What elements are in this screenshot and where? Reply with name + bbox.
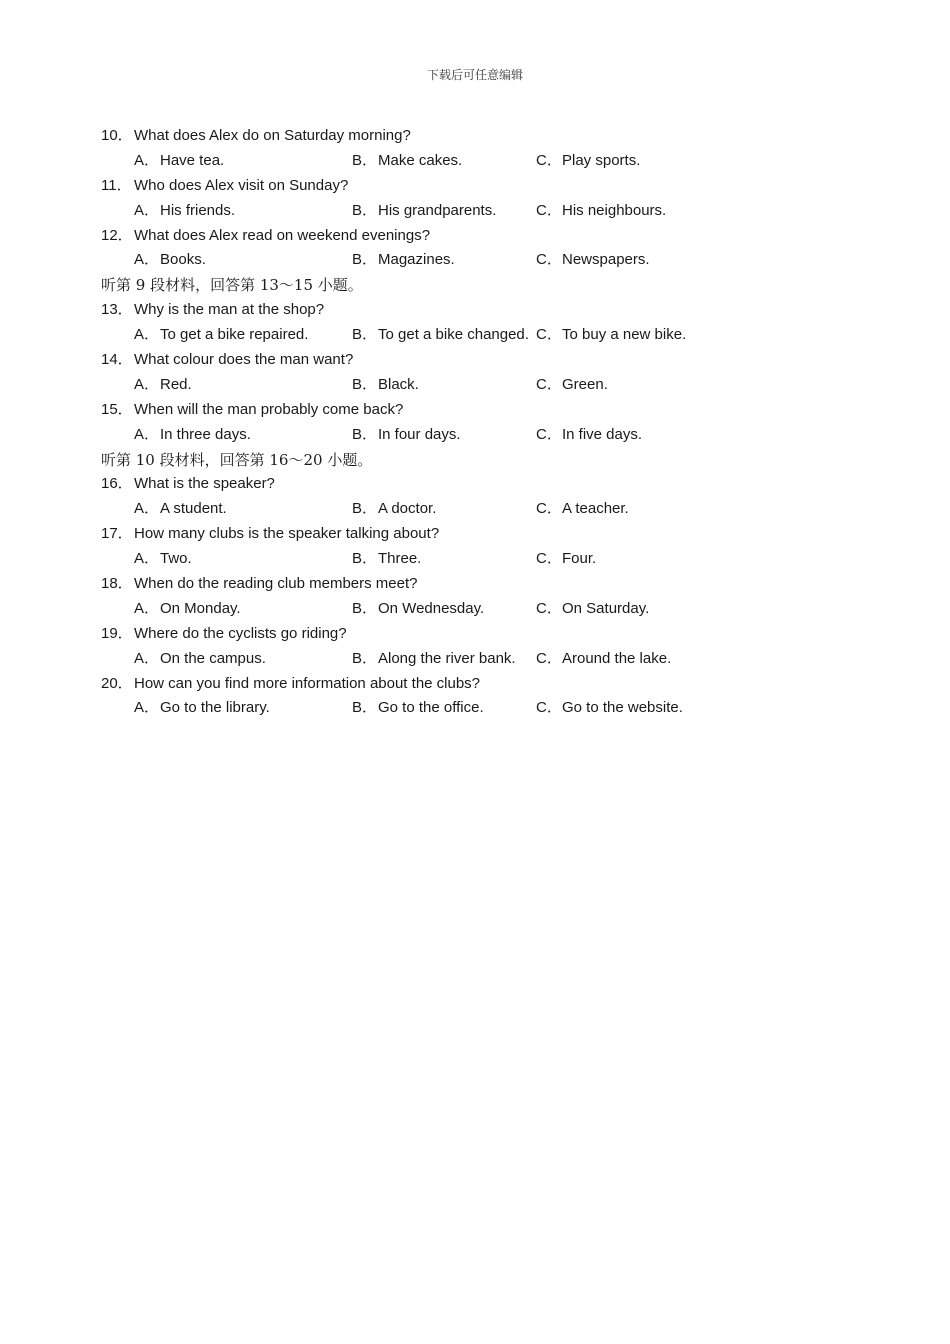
option-letter: C．: [536, 550, 562, 568]
answer-options: [101, 497, 861, 522]
question-stem: [101, 572, 861, 597]
option-c: [536, 248, 650, 273]
option-text: In three days.: [160, 425, 251, 443]
option-letter: B．: [352, 550, 378, 568]
option-text: Magazines.: [378, 251, 455, 269]
option-text: Around the lake.: [562, 649, 672, 667]
question-number: 18．: [101, 575, 133, 593]
option-c: [536, 647, 671, 672]
option-a: [134, 497, 227, 522]
option-letter: C．: [536, 326, 562, 344]
option-a: [134, 647, 266, 672]
option-text: On Wednesday.: [378, 599, 485, 617]
option-letter: A．: [134, 550, 160, 568]
question-stem: [101, 224, 861, 249]
option-letter: C．: [536, 201, 562, 219]
question-stem: [101, 672, 861, 697]
option-a: [134, 373, 192, 398]
option-c: [536, 199, 666, 224]
option-text: To get a bike changed.: [378, 326, 529, 344]
option-text: Three.: [378, 550, 422, 568]
question-text: How can you find more information about the clubs?: [134, 674, 481, 692]
option-c: [536, 547, 596, 572]
option-text: On Monday.: [160, 599, 241, 617]
option-letter: B．: [352, 425, 378, 443]
question-stem: [101, 298, 861, 323]
option-b: [352, 597, 484, 622]
option-text: Black.: [378, 375, 419, 393]
option-letter: A．: [134, 425, 160, 443]
option-text: Red.: [160, 375, 192, 393]
question-number: 19．: [101, 624, 133, 642]
option-a: [134, 696, 270, 721]
option-a: [134, 199, 235, 224]
option-text: Go to the library.: [160, 699, 270, 717]
option-b: [352, 199, 496, 224]
question-number: 20．: [101, 674, 133, 692]
question-number: 15．: [101, 400, 133, 418]
option-text: A student.: [160, 500, 227, 518]
option-letter: A．: [134, 699, 160, 717]
question-stem: [101, 174, 861, 199]
question-number: 13．: [101, 301, 133, 319]
option-text: His grandparents.: [378, 201, 497, 219]
option-text: On the campus.: [160, 649, 266, 667]
option-a: [134, 423, 251, 448]
option-c: [536, 696, 683, 721]
question-number: 17．: [101, 525, 133, 543]
option-letter: A．: [134, 326, 160, 344]
question-text: Why is the man at the shop?: [134, 301, 325, 319]
question-text: When will the man probably come back?: [134, 400, 404, 418]
option-letter: C．: [536, 599, 562, 617]
question-stem: [101, 398, 861, 423]
option-a: [134, 248, 206, 273]
option-letter: C．: [536, 251, 562, 269]
question-stem: [101, 124, 861, 149]
question-stem: [101, 622, 861, 647]
answer-options: [101, 248, 861, 273]
question-number: 12．: [101, 226, 133, 244]
page-header: 下载后可任意编辑: [426, 68, 523, 82]
option-letter: B．: [352, 251, 378, 269]
option-text: Have tea.: [160, 151, 225, 169]
option-b: [352, 696, 484, 721]
question-stem: [101, 348, 861, 373]
answer-options: [101, 323, 861, 348]
option-letter: A．: [134, 151, 160, 169]
option-text: Play sports.: [562, 151, 641, 169]
option-letter: C．: [536, 649, 562, 667]
option-b: [352, 323, 529, 348]
option-letter: B．: [352, 699, 378, 717]
option-letter: B．: [352, 500, 378, 518]
answer-options: [101, 149, 861, 174]
option-letter: C．: [536, 375, 562, 393]
question-text: What is the speaker?: [134, 475, 275, 493]
option-letter: B．: [352, 649, 378, 667]
option-text: In five days.: [562, 425, 643, 443]
option-text: A doctor.: [378, 500, 437, 518]
option-text: Books.: [160, 251, 206, 269]
answer-options: [101, 547, 861, 572]
option-b: [352, 373, 419, 398]
option-text: On Saturday.: [562, 599, 650, 617]
answer-options: [101, 423, 861, 448]
option-letter: B．: [352, 201, 378, 219]
option-a: [134, 149, 224, 174]
option-letter: C．: [536, 425, 562, 443]
option-text: Newspapers.: [562, 251, 650, 269]
option-c: [536, 323, 686, 348]
option-letter: A．: [134, 251, 160, 269]
option-a: [134, 547, 192, 572]
option-letter: C．: [536, 699, 562, 717]
option-text: Make cakes.: [378, 151, 463, 169]
option-c: [536, 373, 608, 398]
option-b: [352, 547, 421, 572]
option-letter: B．: [352, 151, 378, 169]
option-letter: A．: [134, 201, 160, 219]
option-b: [352, 423, 461, 448]
option-a: [134, 597, 241, 622]
question-list: [101, 124, 861, 721]
option-c: [536, 497, 629, 522]
option-letter: A．: [134, 599, 160, 617]
question-number: 16．: [101, 475, 133, 493]
option-letter: A．: [134, 375, 160, 393]
option-text: Go to the office.: [378, 699, 484, 717]
answer-options: [101, 597, 861, 622]
option-letter: C．: [536, 500, 562, 518]
option-text: Green.: [562, 375, 608, 393]
option-b: [352, 497, 436, 522]
question-stem: [101, 522, 861, 547]
question-text: What does Alex do on Saturday morning?: [134, 127, 411, 144]
option-letter: A．: [134, 500, 160, 518]
option-a: [134, 323, 308, 348]
option-c: [536, 149, 640, 174]
answer-options: [101, 647, 861, 672]
option-letter: B．: [352, 326, 378, 344]
option-text: His neighbours.: [562, 201, 667, 219]
question-text: What colour does the man want?: [134, 351, 354, 369]
question-number: 11．: [101, 176, 132, 194]
option-text: In four days.: [378, 425, 461, 443]
section-instruction: 听第 10 段材料，回答第 16～20 小题。: [101, 450, 373, 469]
answer-options: [101, 696, 861, 721]
option-letter: A．: [134, 649, 160, 667]
option-text: Four.: [562, 550, 597, 568]
option-text: A teacher.: [562, 500, 629, 518]
option-letter: B．: [352, 599, 378, 617]
option-text: To get a bike repaired.: [160, 326, 309, 344]
question-number: 14．: [101, 351, 133, 369]
option-c: [536, 597, 649, 622]
option-text: His friends.: [160, 201, 236, 219]
option-letter: C．: [536, 151, 562, 169]
option-text: Go to the website.: [562, 699, 683, 717]
question-number: 10．: [101, 127, 133, 144]
option-b: [352, 149, 462, 174]
question-text: When do the reading club members meet?: [134, 575, 418, 593]
question-stem: [101, 472, 861, 497]
answer-options: [101, 373, 861, 398]
question-text: What does Alex read on weekend evenings?: [134, 226, 431, 244]
option-text: Along the river bank.: [378, 649, 516, 667]
question-text: How many clubs is the speaker talking about?: [134, 525, 440, 543]
option-text: Two.: [160, 550, 192, 568]
option-letter: B．: [352, 375, 378, 393]
question-text: Where do the cyclists go riding?: [134, 624, 347, 642]
option-b: [352, 248, 455, 273]
option-b: [352, 647, 516, 672]
option-c: [536, 423, 642, 448]
question-text: Who does Alex visit on Sunday?: [134, 176, 349, 194]
answer-options: [101, 199, 861, 224]
option-text: To buy a new bike.: [562, 326, 687, 344]
section-instruction: 听第 9 段材料，回答第 13～15 小题。: [101, 276, 363, 295]
